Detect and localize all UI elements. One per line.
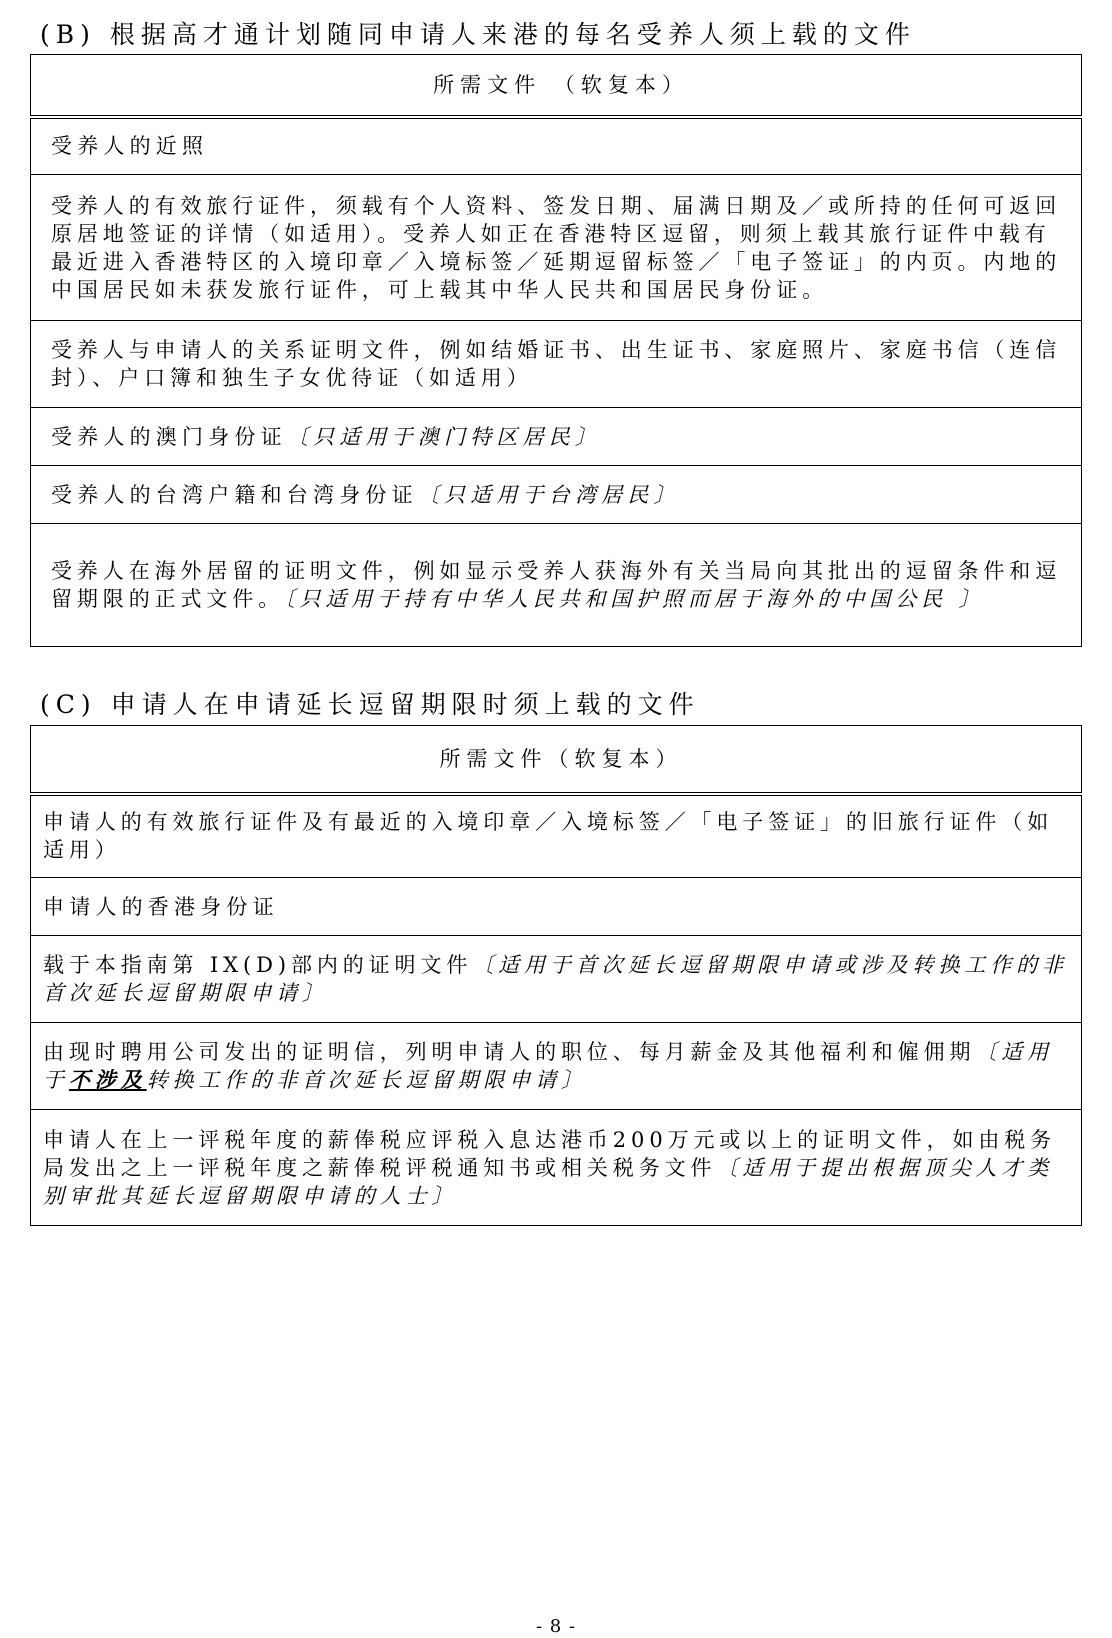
table-row [31,1110,1082,1226]
section-c-row-4 [31,1023,1082,1110]
table-row [31,794,1082,878]
section-b-row-3: 受养人与申请人的关系证明文件，例如结婚证书、出生证书、家庭照片、家庭书信（连信封）、户口簿和独生子女优待证（如适用） [31,321,1082,408]
section-b-row-1: 受养人的近照 [31,117,1082,175]
section-c-row-3 [31,936,1082,1023]
table-row [31,936,1082,1023]
applicability-note-open: 〔适用于 [43,1040,1054,1092]
row-text: 受养人的台湾户籍和台湾身份证 [51,482,418,507]
section-b-row-4 [31,408,1082,466]
applicability-note-emphasis: 不涉及 [68,1067,147,1092]
section-c-table-header: 所需文件（软复本） [31,726,1082,794]
applicability-note: 〔适用于首次延长逗留期限申请或涉及转换工作的非首次延长逗留期限申请〕 [43,953,1068,1005]
applicability-note: 〔只适用于澳门特区居民〕 [286,424,602,449]
section-b-table [30,54,1082,647]
table-row [31,1023,1082,1110]
row-text: 由现时聘用公司发出的证明信，列明申请人的职位、每月薪金及其他福利和僱佣期 [43,1040,976,1064]
applicability-note: 〔只适用于台湾居民〕 [417,482,680,507]
section-c-row-5 [31,1110,1082,1226]
section-c-row-1: 申请人的有效旅行证件及有最近的入境印章／入境标签／「电子签证」的旧旅行证件（如适用） [31,794,1082,878]
row-text: 申请人在上一评税年度的薪俸税应评税入息达港币200万元或以上的证明文件，如由税务局发出之上一评税年度之薪俸税评税通知书或相关税务文件 [43,1127,1057,1180]
section-c-heading: (C) 申请人在申请延长逗留期限时须上载的文件 [40,690,700,719]
table-row [31,175,1082,321]
row-text: 受养人在海外居留的证明文件，例如显示受养人获海外有关当局向其批出的逗留条件和逗留期限的正式文件。 [51,559,1062,611]
applicability-note: 〔适用于提出根据顶尖人才类别审批其延长逗留期限申请的人士〕 [43,1155,1054,1208]
section-c-row-2: 申请人的香港身份证 [31,878,1082,936]
table-row [31,524,1082,647]
table-row [31,117,1082,175]
table-header-row [31,55,1082,117]
section-b-table-header: 所需文件 （软复本） [31,55,1082,117]
row-text: 受养人的澳门身份证 [51,424,287,449]
row-text: 载于本指南第 IX(D)部内的证明文件 [43,953,473,977]
table-row [31,878,1082,936]
section-c-table [30,725,1082,1226]
section-b-row-5 [31,466,1082,524]
table-row [31,466,1082,524]
page-number: - 8 - [535,1616,577,1637]
applicability-note-close: 转换工作的非首次延长逗留期限申请〕 [146,1068,587,1092]
section-b-row-6 [31,524,1082,647]
section-b-row-2: 受养人的有效旅行证件，须载有个人资料、签发日期、届满日期及／或所持的任何可返回原居地签证的详情（如适用）。受养人如正在香港特区逗留，则须上载其旅行证件中载有最近进入香港特区的入境印章／入境标签／延期逗留标签／「电子签证」的内页。内地的中国居民如未获发旅行证件，可上载其中华人民共和国居民身份证。 [31,175,1082,321]
section-b-heading: (B) 根据高才通计划随同申请人来港的每名受养人须上载的文件 [40,20,916,49]
table-header-row [31,726,1082,794]
table-row [31,408,1082,466]
applicability-note: 〔只适用于持有中华人民共和国护照而居于海外的中国公民 〕 [284,587,985,611]
table-row [31,321,1082,408]
